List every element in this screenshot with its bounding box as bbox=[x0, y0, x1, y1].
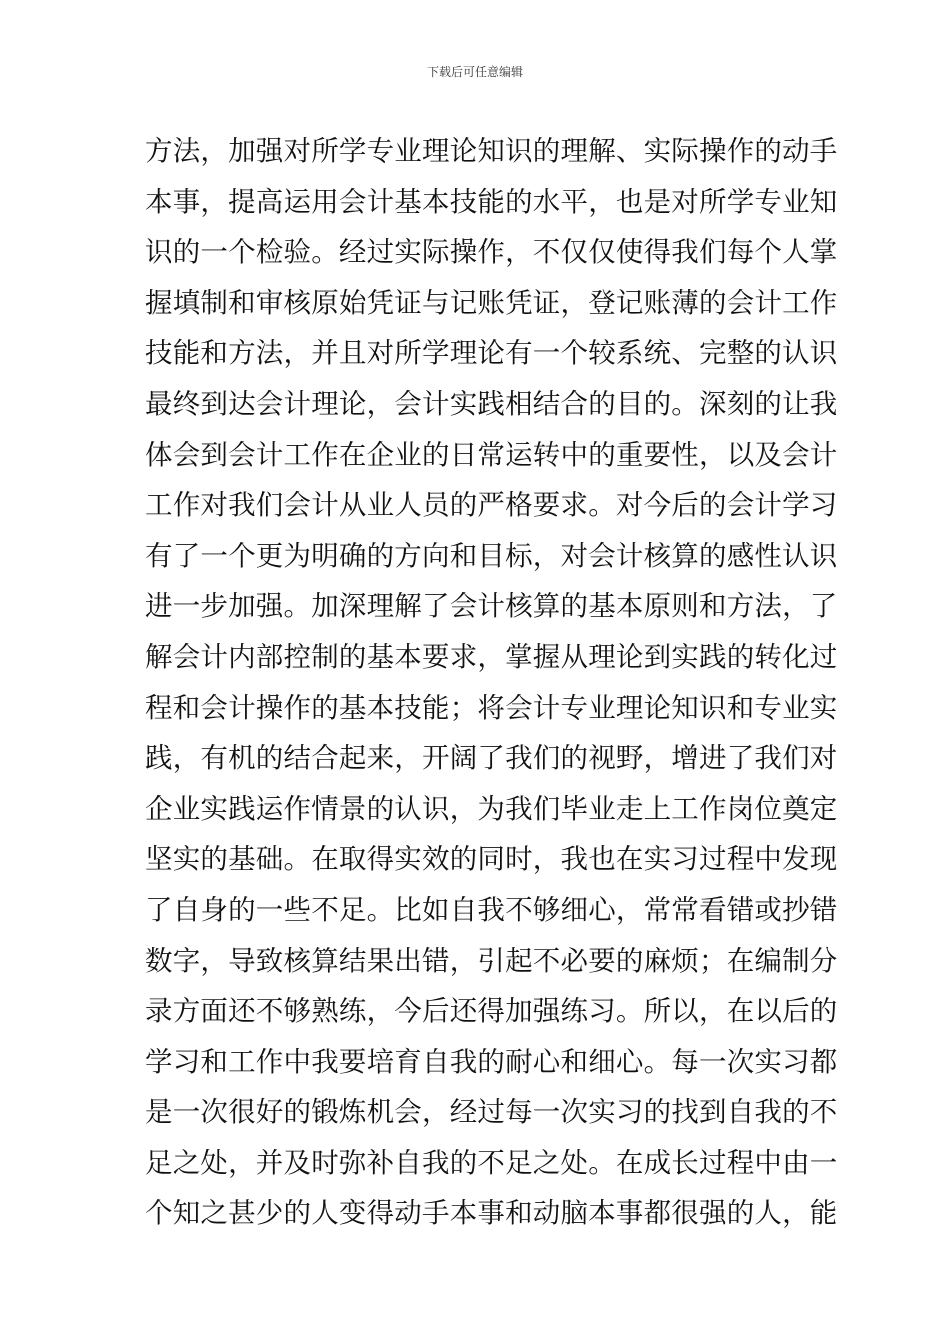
paragraph-line: 本事，提高运用会计基本技能的水平，也是对所学专业知 bbox=[145, 185, 838, 218]
paragraph-line: 工作对我们会计从业人员的严格要求。对今后的会计学习 bbox=[145, 489, 838, 522]
paragraph-line: 了自身的一些不足。比如自我不够细心，常常看错或抄错 bbox=[145, 893, 838, 926]
paragraph-line: 企业实践运作情景的认识，为我们毕业走上工作岗位奠定 bbox=[145, 792, 838, 825]
paragraph-line: 进一步加强。加深理解了会计核算的基本原则和方法，了 bbox=[145, 590, 838, 623]
paragraph-line: 体会到会计工作在企业的日常运转中的重要性，以及会计 bbox=[145, 438, 838, 471]
paragraph-line: 解会计内部控制的基本要求，掌握从理论到实践的转化过 bbox=[145, 640, 838, 673]
paragraph-line: 识的一个检验。经过实际操作，不仅仅使得我们每个人掌 bbox=[145, 236, 838, 269]
page-header: 下载后可任意编辑 bbox=[426, 65, 523, 79]
paragraph-line: 践，有机的结合起来，开阔了我们的视野，增进了我们对 bbox=[145, 742, 838, 775]
paragraph-line: 录方面还不够熟练，今后还得加强练习。所以，在以后的 bbox=[145, 995, 838, 1028]
paragraph-line: 程和会计操作的基本技能；将会计专业理论知识和专业实 bbox=[145, 691, 838, 724]
paragraph-line: 坚实的基础。在取得实效的同时，我也在实习过程中发现 bbox=[145, 843, 838, 876]
paragraph-line: 握填制和审核原始凭证与记账凭证，登记账薄的会计工作 bbox=[145, 286, 838, 319]
paragraph-line: 有了一个更为明确的方向和目标，对会计核算的感性认识 bbox=[145, 539, 838, 572]
paragraph-line: 方法，加强对所学专业理论知识的理解、实际操作的动手 bbox=[145, 135, 838, 167]
document-body bbox=[145, 126, 838, 1239]
paragraph-line: 个知之甚少的人变得动手本事和动脑本事都很强的人，能 bbox=[145, 1197, 838, 1230]
paragraph-line: 技能和方法，并且对所学理论有一个较系统、完整的认识 bbox=[145, 337, 838, 370]
paragraph-line: 数字，导致核算结果出错，引起不必要的麻烦；在编制分 bbox=[145, 944, 838, 977]
paragraph-line: 最终到达会计理论，会计实践相结合的目的。深刻的让我 bbox=[145, 387, 838, 420]
paragraph-line: 是一次很好的锻炼机会，经过每一次实习的找到自我的不 bbox=[145, 1096, 838, 1129]
paragraph-line: 足之处，并及时弥补自我的不足之处。在成长过程中由一 bbox=[145, 1146, 838, 1179]
paragraph-line: 学习和工作中我要培育自我的耐心和细心。每一次实习都 bbox=[145, 1045, 838, 1078]
